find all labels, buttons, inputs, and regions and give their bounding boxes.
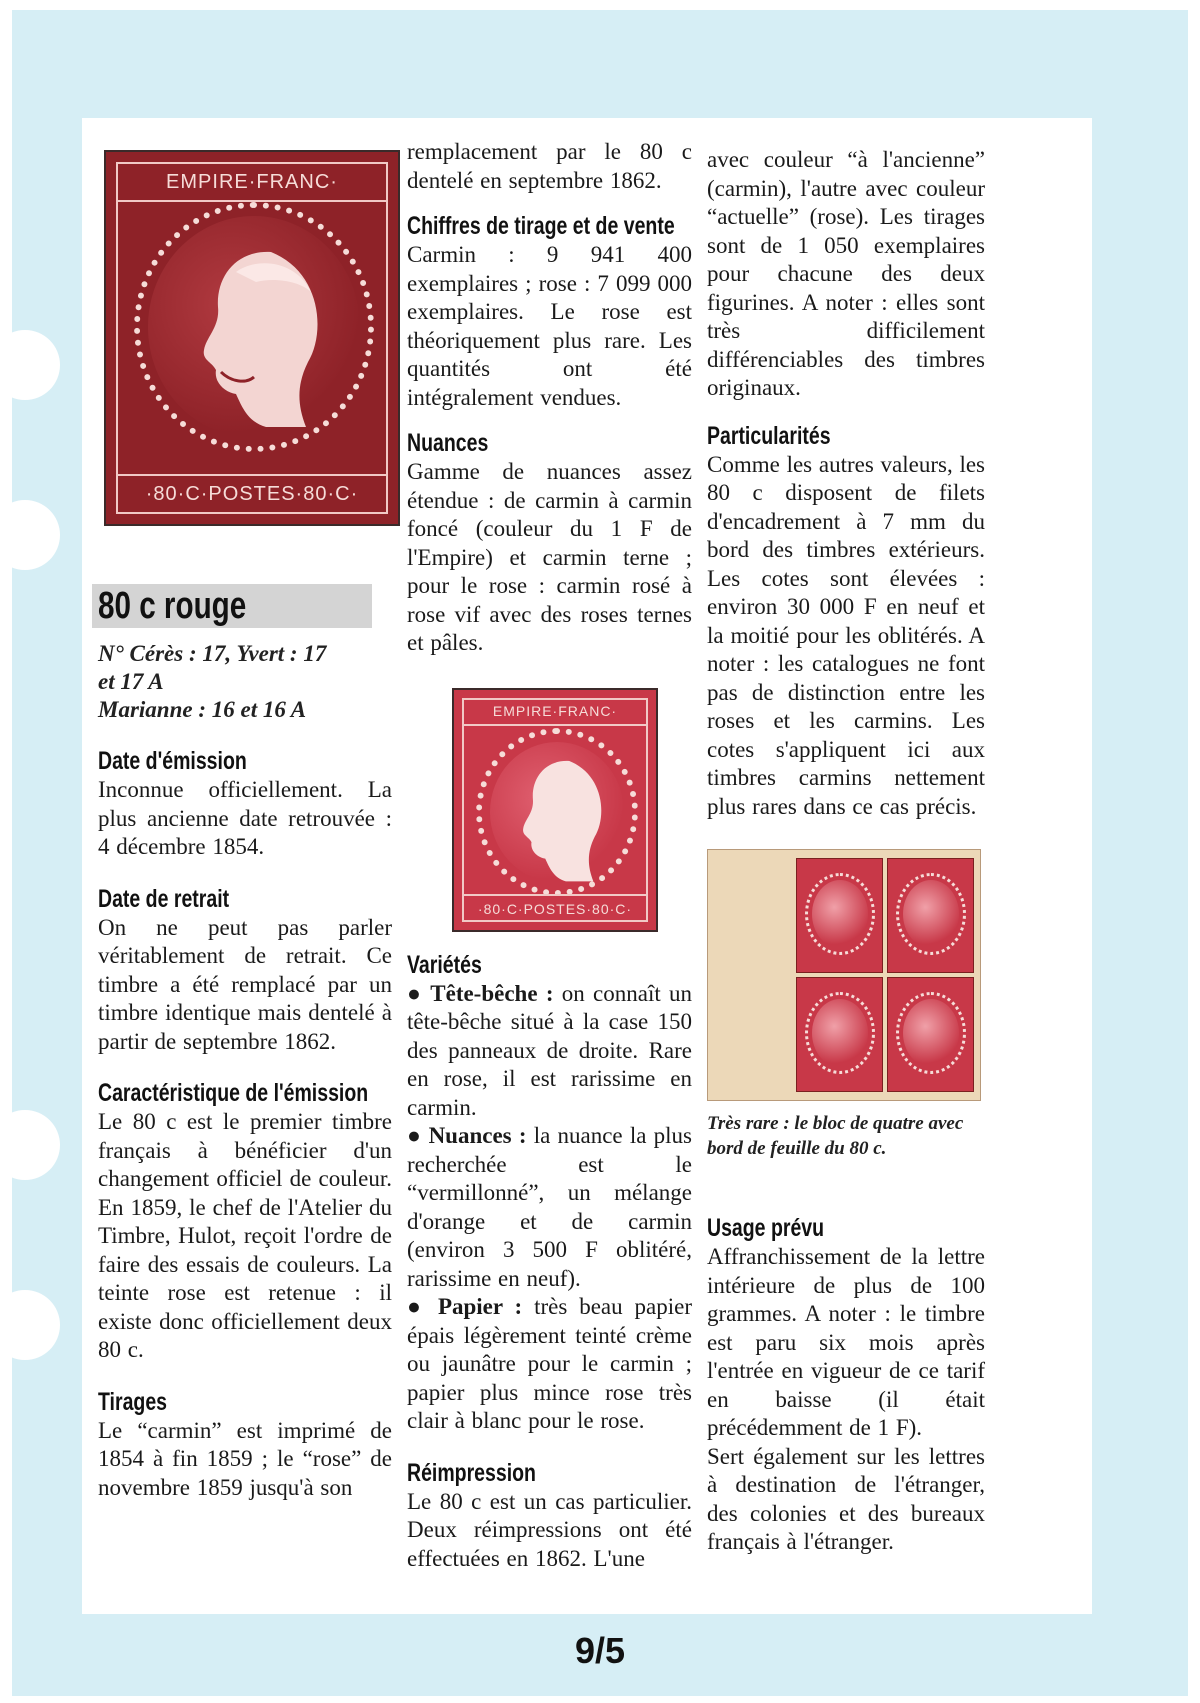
section-heading: Particularités [707, 421, 831, 450]
section-text: Sert également sur les lettres à destination de l'étranger, des colonies et des bureaux français à l'étranger. [707, 1443, 985, 1554]
punch-hole [0, 500, 60, 570]
section-heading: Nuances [407, 429, 489, 457]
title-bar [92, 584, 372, 628]
content-panel [82, 118, 1092, 1614]
image-caption: Très rare : le bloc de quatre avec bord de feuille du 80 c. [707, 1113, 964, 1159]
section-text: Le “carmin” est imprimé de 1854 à fin 1859 ; le “rose” de novembre 1859 jusqu'à son [98, 1417, 392, 1500]
section-text: Affranchissement de la lettre intérieure de plus de 100 grammes. A noter : le timbre est paru six mois après l'entrée en vigueur de ce tarif en baisse (il était précédemment de 1 F). [707, 1244, 985, 1440]
stamp-carmin-image [104, 150, 400, 526]
punch-hole [0, 330, 60, 400]
variety-item: ● Tête-bêche : on connaît un tête-bêche situé à la case 150 des panneaux de droite. Rare en rose, il est rarissime en carmin. [407, 980, 692, 1120]
stamp-bottom-band: ·80·C·POSTES·80·C· [118, 474, 386, 512]
section-text: Comme les autres valeurs, les 80 c disposent de filets d'encadrement à 7 mm du bord des timbres extérieurs. Les cotes sont élevées : environ 30 000 F en neuf et la moitié pour les oblitérés. A noter : les catalogues ne font pas de distinction entre les roses et les carmins. Les cotes s'appliquent ici aux timbres carmins nettement plus rares dans ce cas précis. [707, 451, 986, 819]
punch-hole [0, 1110, 60, 1180]
section-heading: Date de retrait [98, 884, 230, 913]
page-title: 80 c rouge [98, 584, 247, 627]
stamp-block-image [707, 849, 981, 1101]
section-heading: Variétés [407, 950, 482, 979]
section-heading: Usage prévu [707, 1214, 825, 1242]
section-text: avec couleur “à l'ancienne” (carmin), l'autre avec couleur “actuelle” (rose). Les tirages sont de 1 050 exemplaires pour chacune des deux figurines. A noter : elles sont très difficilement différenciables des timbres originaux. [707, 147, 985, 400]
catalog-references [92, 640, 392, 724]
section-text: remplacement par le 80 c dentelé en septembre 1862. [407, 139, 692, 193]
section-heading: Chiffres de tirage et de vente [407, 212, 675, 240]
section-text: Le 80 c est le premier timbre français à bénéficier d'un changement officiel de couleur. En 1859, le chef de l'Atelier du Timbre, Hulot, reçoit l'ordre de faire des essais de couleurs. La teinte rose est retenue : il existe donc officiellement deux 80 c. [98, 1109, 392, 1362]
column-left [92, 118, 392, 1502]
variety-item: ● Papier : très beau papier épais légèrement teinté crème ou jaunâtre pour le carmin ; papier plus mince rose très clair à blanc pour le rose. [407, 1294, 692, 1433]
bullet-icon: ● [407, 1123, 429, 1148]
stamp-top-band: EMPIRE·FRANC· [462, 698, 648, 726]
reference-line: Marianne : 16 et 16 A [98, 697, 307, 722]
section-heading: Caractéristique de l'émission [98, 1079, 369, 1107]
reference-line: N° Cérès : 17, Yvert : 17 [98, 641, 327, 666]
section-heading: Date d'émission [98, 747, 247, 775]
bullet-icon: ● [407, 1294, 438, 1319]
section-text: Gamme de nuances assez étendue : de carmin à carmin foncé (couleur du 1 F de l'Empire) et carmin terne ; pour le rose : carmin rosé à rose vif avec des roses ternes et pâles. [407, 459, 692, 655]
stamp-bottom-band: ·80·C·POSTES·80·C· [462, 894, 648, 922]
section-text: Inconnue officiellement. La plus ancienne date retrouvée : 4 décembre 1854. [98, 777, 392, 859]
stamp-rose-image [452, 688, 658, 932]
column-middle [407, 118, 692, 1573]
page-number: 9/5 [574, 1630, 626, 1671]
section-text: Carmin : 9 941 400 exemplaires ; rose : 7 099 000 exemplaires. Le rose est théoriquement plus rare. Les quantités ont été intégralement vendues. [407, 242, 692, 410]
stamp-profile-icon [176, 232, 336, 432]
section-heading: Tirages [98, 1387, 168, 1416]
punch-hole [0, 1290, 60, 1360]
variety-item: ● Nuances : la nuance la plus recherchée est le “vermillonné”, un mélange d'orange et de carmin (environ 3 500 F oblitéré, rarissime en neuf). [407, 1123, 692, 1291]
section-text: On ne peut pas parler véritablement de retrait. Ce timbre a été remplacé par un timbre identique mais dentelé à partir de septembre 1862. [98, 914, 392, 1054]
section-text: Le 80 c est un cas particulier. Deux réimpressions ont été effectuées en 1862. L'une [407, 1488, 692, 1571]
stamp-top-band: EMPIRE·FRANC· [118, 164, 386, 202]
stamp-profile-icon [504, 746, 614, 886]
reference-line: et 17 A [98, 669, 164, 694]
column-right [707, 118, 985, 1557]
section-heading: Réimpression [407, 1458, 536, 1487]
bullet-icon: ● [407, 980, 431, 1006]
